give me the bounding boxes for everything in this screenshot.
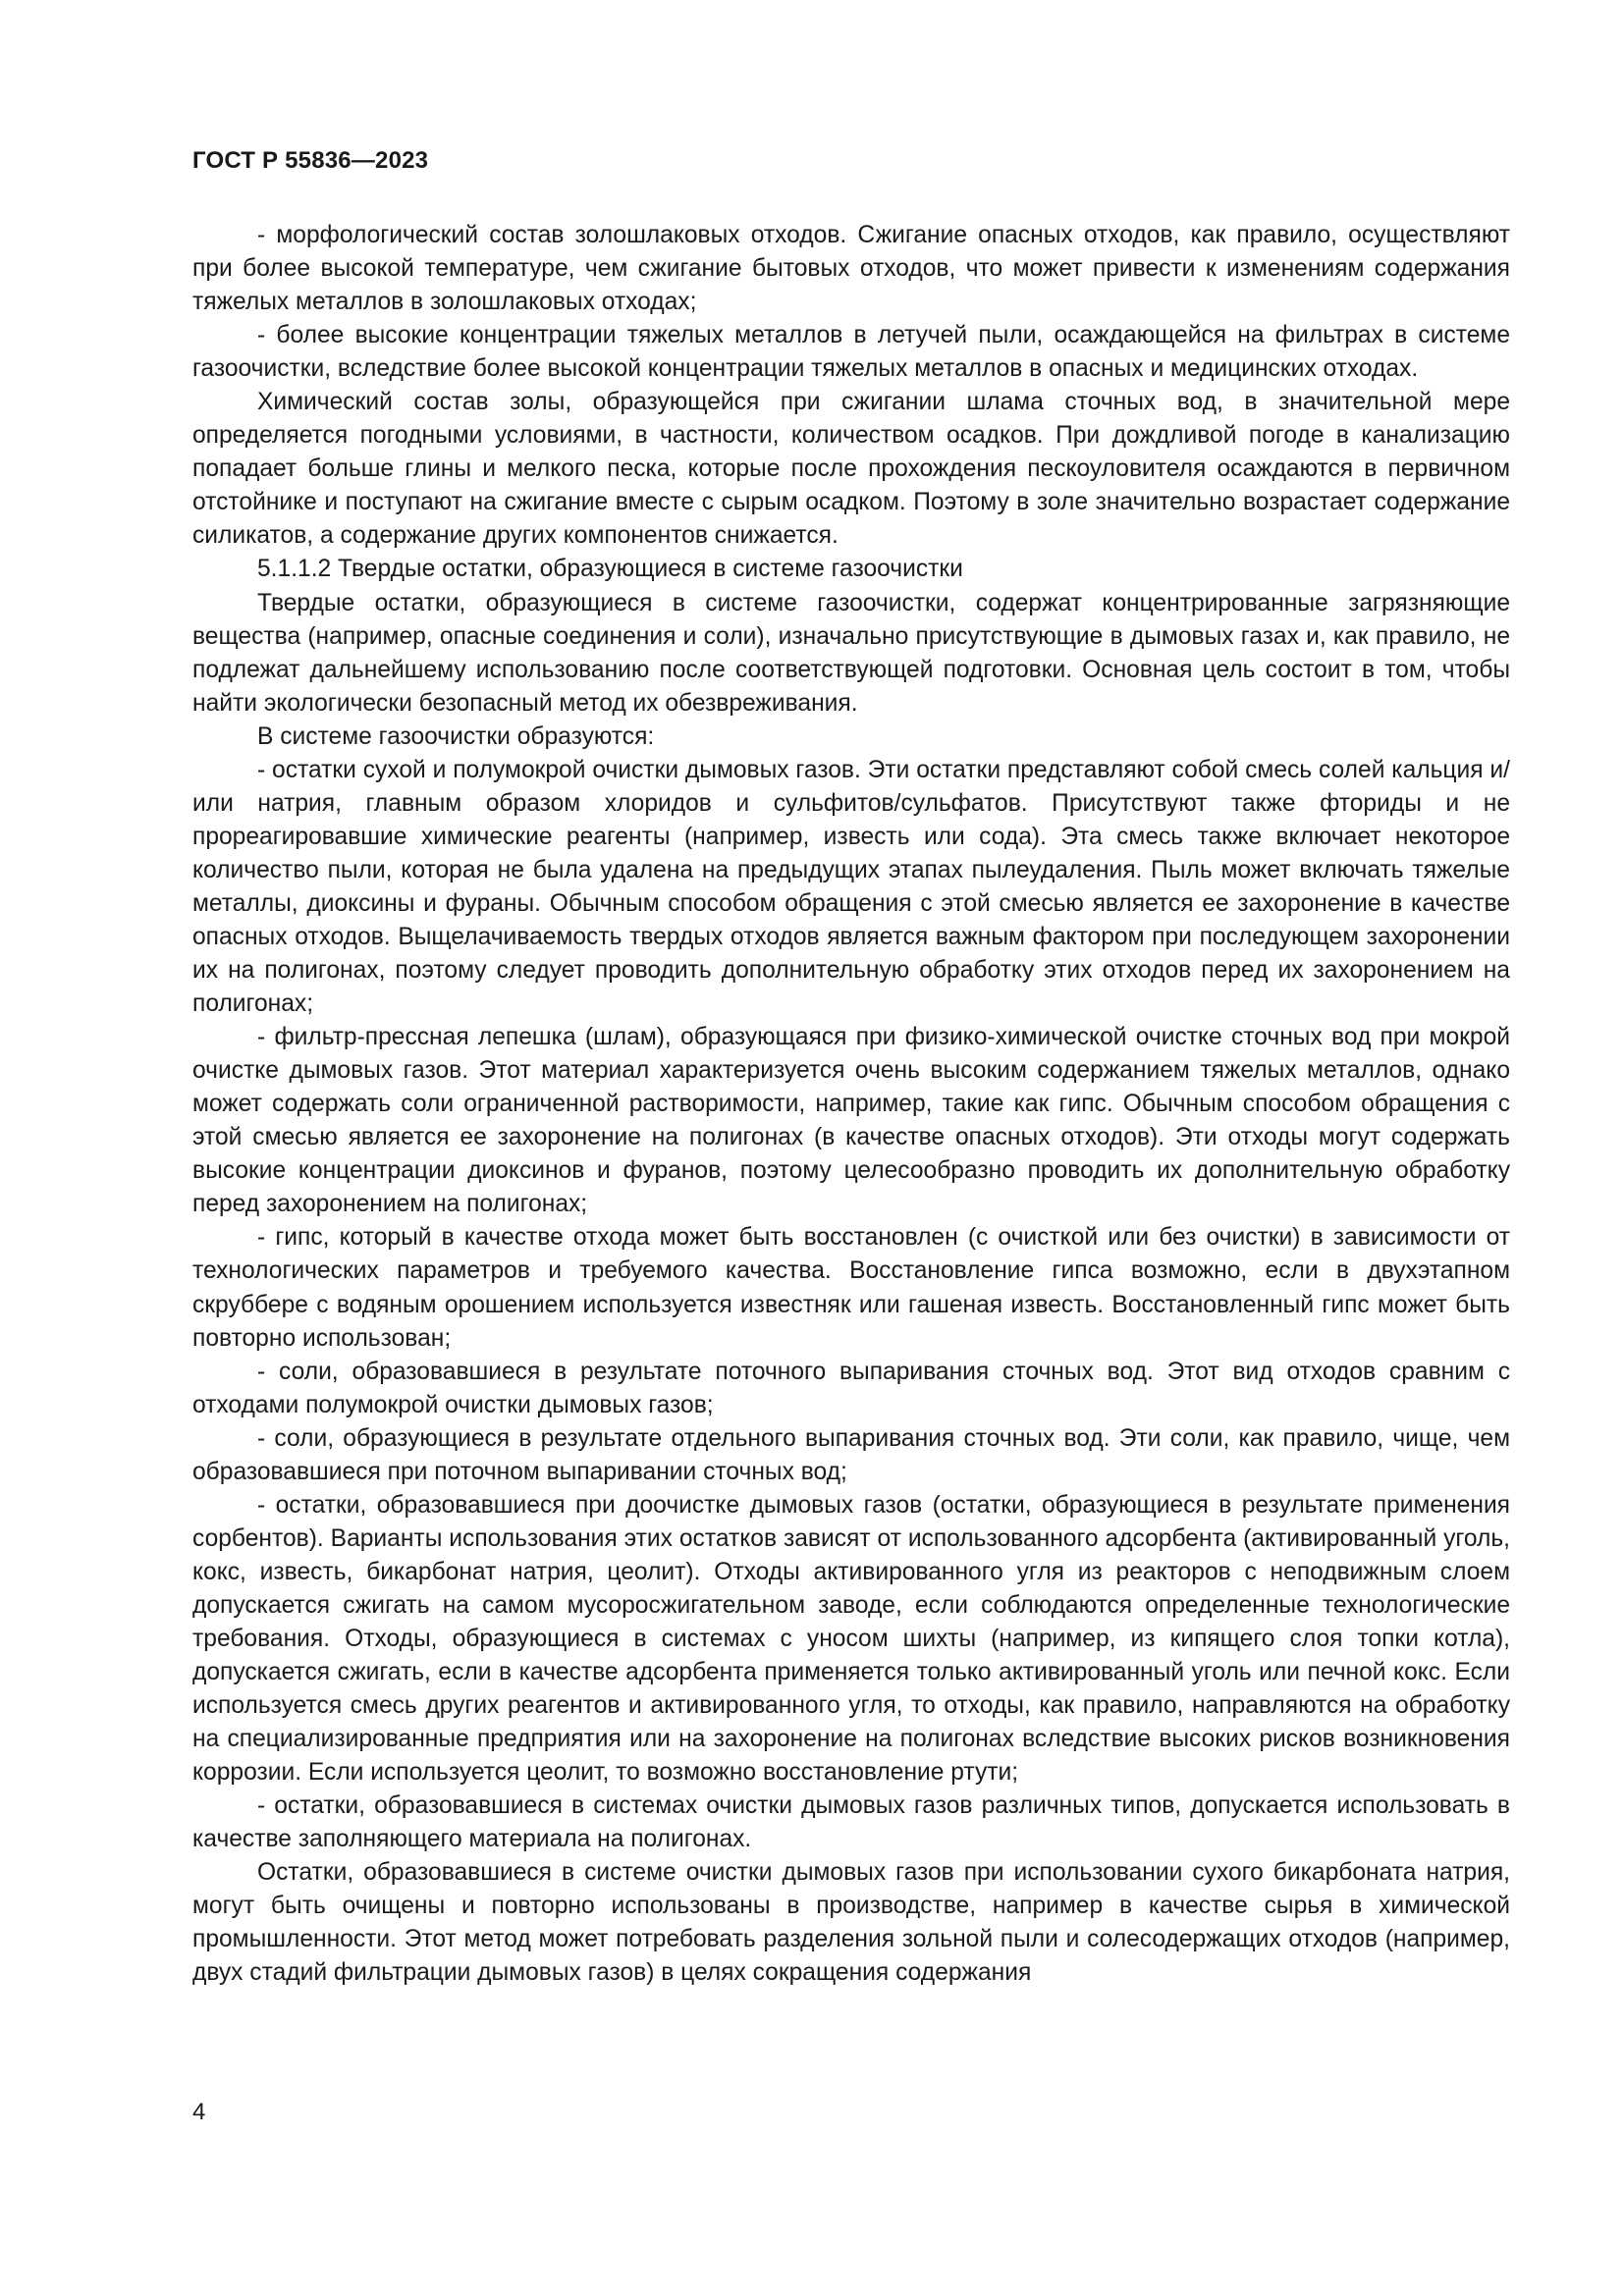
paragraph: - соли, образующиеся в результате отдельного выпаривания сточных вод. Эти соли, как правило, чище, чем образовавшиеся при поточном выпаривании сточных вод;	[192, 1424, 1510, 1485]
paragraph: Остатки, образовавшиеся в системе очистки дымовых газов при использовании сухого бикарбоната натрия, могут быть очищены и повторно использованы в производстве, например в качестве сырья в химической промышленности. Этот метод может потребовать разделения зольной пыли и солесодержащих отходов (например, двух стадий фильтрации дымовых газов) в целях сокращения содержания	[192, 1859, 1510, 1987]
paragraph: - остатки, образовавшиеся при доочистке дымовых газов (остатки, образующиеся в результате применения сорбентов). Варианты использования этих остатков зависят от использованного адсорбента (активированный уголь, кокс, известь, бикарбонат натрия, цеолит). Отходы активированного угля из реакторов с неподвижным слоем допускается сжигать на самом мусоросжигательном заводе, если соблюдаются определенные технологические требования. Отходы, образующиеся в системах с уносом шихты (например, из кипящего слоя топки котла), допускается сжигать, если в качестве адсорбента применяется только активированный уголь или печной кокс. Если используется смесь других реагентов и активированного угля, то отходы, как правило, направляются на обработку на специализированные предприятия или на захоронение на полигонах вследствие высоких рисков возникновения коррозии. Если используется цеолит, то возможно восстановление ртути;	[192, 1491, 1510, 1787]
page-number: 4	[192, 2099, 206, 2125]
paragraph: - фильтр-прессная лепешка (шлам), образующаяся при физико-химической очистке сточных вод при мокрой очистке дымовых газов. Этот материал характеризуется очень высоким содержанием тяжелых металлов, однако может содержать соли ограниченной растворимости, например, такие как гипс. Обычным способом обращения с этой смесью является ее захоронение на полигонах (в качестве опасных отходов). Эти отходы могут содержать высокие концентрации диоксинов и фуранов, поэтому целесообразно проводить их дополнительную обработку перед захоронением на полигонах;	[192, 1024, 1510, 1218]
paragraph: Химический состав золы, образующейся при сжигании шлама сточных вод, в значительной мере определяется погодными условиями, в частности, количеством осадков. При дождливой погоде в канализацию попадает больше глины и мелкого песка, которые после прохождения пескоуловителя осаждаются в первичном отстойнике и поступают на сжигание вместе с сырым осадком. Поэтому в золе значительно возрастает содержание силикатов, а содержание других компонентов снижается.	[192, 389, 1510, 550]
paragraph: - более высокие концентрации тяжелых металлов в летучей пыли, осаждающейся на фильтрах в системе газоочистки, вследствие более высокой концентрации тяжелых металлов в опасных и медицинских отходах.	[192, 322, 1510, 383]
paragraph: - соли, образовавшиеся в результате поточного выпаривания сточных вод. Этот вид отходов сравним с отходами полумокрой очистки дымовых газов;	[192, 1358, 1510, 1418]
paragraph: - гипс, который в качестве отхода может быть восстановлен (с очисткой или без очистки) в зависимости от технологических параметров и требуемого качества. Восстановление гипса возможно, если в двухэтапном скруббере с водяным орошением используется известняк или гашеная известь. Восстановленный гипс может быть повторно использован;	[192, 1224, 1510, 1352]
paragraph: - остатки сухой и полумокрой очистки дымовых газов. Эти остатки представляют собой смесь солей кальция и/или натрия, главным образом хлоридов и сульфитов/сульфатов. Присутствуют также фториды и не прореагировавшие химические реагенты (например, известь или сода). Эта смесь также включает некоторое количество пыли, которая не была удалена на предыдущих этапах пылеудаления. Пыль может включать тяжелые металлы, диоксины и фураны. Обычным способом обращения с этой смесью является ее захоронение в качестве опасных отходов. Выщелачиваемость твердых отходов является важным фактором при последующем захоронении их на полигонах, поэтому следует проводить дополнительную обработку этих отходов перед их захоронением на полигонах;	[192, 756, 1510, 1018]
paragraph: - морфологический состав золошлаковых отходов. Сжигание опасных отходов, как правило, осуществляют при более высокой температуре, чем сжигание бытовых отходов, что может привести к изменениям содержания тяжелых металлов в золошлаковых отходах;	[192, 222, 1510, 316]
document-body	[192, 219, 1510, 1990]
section-heading: 5.1.1.2 Твердые остатки, образующиеся в системе газоочистки	[257, 556, 963, 583]
paragraph: - остатки, образовавшиеся в системах очистки дымовых газов различных типов, допускается использовать в качестве заполняющего материала на полигонах.	[192, 1792, 1510, 1853]
document-header: ГОСТ Р 55836—2023	[192, 147, 429, 174]
paragraph: В системе газоочистки образуются:	[257, 722, 655, 750]
paragraph: Твердые остатки, образующиеся в системе газоочистки, содержат концентрированные загрязняющие вещества (например, опасные соединения и соли), изначально присутствующие в дымовых газах и, как правило, не подлежат дальнейшему использованию после соответствующей подготовки. Основная цель состоит в том, чтобы найти экологически безопасный метод их обезвреживания.	[192, 589, 1510, 717]
